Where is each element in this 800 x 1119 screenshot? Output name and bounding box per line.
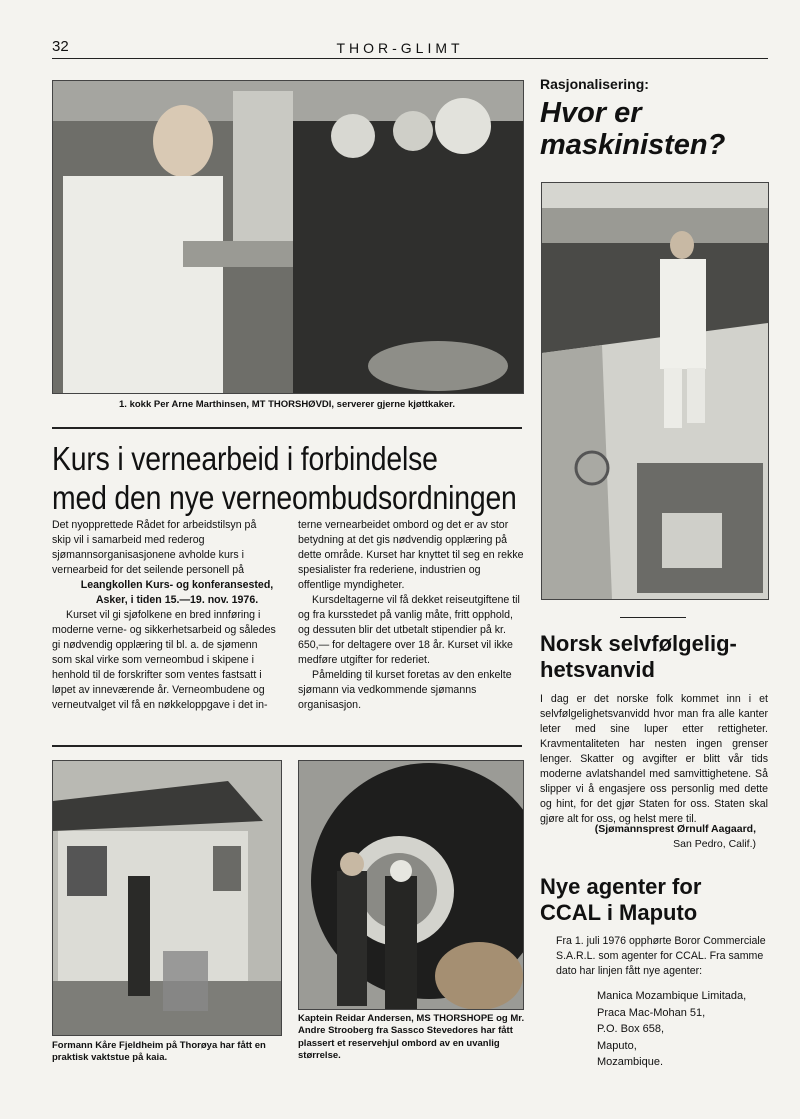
maskinisten-headline-line2: maskinisten? bbox=[540, 128, 726, 161]
kitchen-photo bbox=[52, 80, 524, 394]
norsk-headline-line2: hetsvanvid bbox=[540, 657, 655, 683]
norsk-signature-place: San Pedro, Calif.) bbox=[673, 838, 756, 851]
page-number: 32 bbox=[52, 38, 69, 55]
address-line: Mozambique. bbox=[597, 1056, 664, 1068]
kurs-headline bbox=[52, 440, 517, 518]
giant-tire-caption: Kaptein Reidar Andersen, MS THORSHOPE og Mr. Andre Strooberg fra Sassco Stevedores har fått plassert et reservehjul ombord av en uvanlig størrelse. bbox=[298, 1013, 525, 1062]
kurs-column-1 bbox=[52, 518, 278, 713]
kurs-col1-p1: Det nyopprettede Rådet for arbeidstilsyn på skip vil i samarbeid med rederog sjømannsorganisasjonene avholde kurs i vernearbeid for det seilende personell på bbox=[52, 519, 257, 577]
kurs-top-rule bbox=[52, 427, 522, 429]
address-line: Manica Mozambique Limitada, bbox=[597, 990, 747, 1002]
norsk-body-text: I dag er det norske folk kommet inn i et selvfølgelighetsvanvidd hvor man fra alle kanter leter med sine luper etter rettigheter. Kravmentaliteten har nesten ingen grenser lenger. Skatter og avgifter er blitt vår tids moderne avlatshandel med samvittighetene. Så slipper vi å engasjere oss personlig med dette og hint, for det gjør Staten for oss. Staten skal gjøre alt for oss, og helst mere til. bbox=[540, 693, 768, 826]
rasjonalisering-kicker: Rasjonalisering: bbox=[540, 76, 649, 92]
header-rule bbox=[52, 58, 768, 59]
norsk-headline bbox=[540, 631, 770, 684]
norsk-body bbox=[540, 692, 768, 827]
agenter-body bbox=[556, 934, 768, 979]
kurs-col1-p3: Kurset vil gi sjøfolkene en bred innføring i moderne verne- og sikkerhetsarbeid og således gi nødvendig opplæring til bl. a. de sjømenn som skal virke som verneombud i skipene i henhold til de forskrifter som ventes fastsatt i løpet av inneværende år. Verneombudene og verneutvalget vil få en nøkkeloppgave i det in- bbox=[52, 609, 276, 712]
maskinisten-headline bbox=[540, 98, 770, 162]
kurs-bottom-rule bbox=[52, 745, 522, 747]
giant-tire-photo bbox=[298, 760, 524, 1010]
boat-photo bbox=[541, 182, 769, 600]
agenter-headline bbox=[540, 874, 770, 927]
guard-hut-photo bbox=[52, 760, 282, 1036]
guard-hut-caption: Formann Kåre Fjeldheim på Thorøya har fått en praktisk vaktstue på kaia. bbox=[52, 1040, 266, 1064]
kitchen-photo-caption: 1. kokk Per Arne Marthinsen, MT THORSHØVDI, serverer gjerne kjøttkaker. bbox=[119, 399, 455, 410]
maskinisten-headline-line1: Hvor er bbox=[540, 97, 642, 129]
agenter-headline-line2: CCAL i Maputo bbox=[540, 900, 698, 926]
norsk-signature bbox=[540, 822, 756, 852]
kurs-col1-venue: Leangkollen Kurs- og konferansested, Asker, i tiden 15.—19. nov. 1976. bbox=[80, 579, 274, 607]
masthead: THOR-GLIMT bbox=[336, 40, 464, 56]
address-line: Maputo, bbox=[597, 1039, 637, 1052]
norsk-headline-line1: Norsk selvfølgelig- bbox=[540, 631, 737, 656]
address-line: Praca Mac-Mohan 51, bbox=[597, 1006, 706, 1019]
kurs-col2-p2: Kursdeltagerne vil få dekket reiseutgiftene til og fra kursstedet på vanlig måte, fritt opphold, og dessuten blir det utbetalt stipendier på kr. 650,— for deltagere over 18 år. Kurset vil ikke medføre utgifter for rederiet. bbox=[298, 594, 520, 667]
kurs-headline-line2: med den nye verneombudsordningen bbox=[52, 478, 517, 516]
kurs-headline-line1: Kurs i vernearbeid i forbindelse bbox=[52, 440, 438, 477]
agenter-headline-line1: Nye agenter for bbox=[540, 874, 702, 899]
address-line: P.O. Box 658, bbox=[597, 1023, 665, 1035]
kurs-col2-p3: Påmelding til kurset foretas av den enkelte sjømann via vedkommende sjømanns organisasjon. bbox=[298, 669, 512, 712]
agenter-body-text: Fra 1. juli 1976 opphørte Boror Commerciale S.A.R.L. som agenter for CCAL. Fra samme dato har linjen fått nye agenter: bbox=[556, 935, 766, 978]
kurs-column-2 bbox=[298, 518, 524, 713]
norsk-signature-name: (Sjømannsprest Ørnulf Aagaard, bbox=[594, 823, 756, 835]
kurs-col2-p1: terne vernearbeidet ombord og det er av stor betydning at det gis nødvendig opplæring på dette område. Kurset har knyttet til seg en rekke spesialister fra rederiene, industrien og offentlige myndigheter. bbox=[298, 519, 524, 592]
agenter-address bbox=[597, 988, 767, 1071]
norsk-divider bbox=[620, 617, 686, 618]
